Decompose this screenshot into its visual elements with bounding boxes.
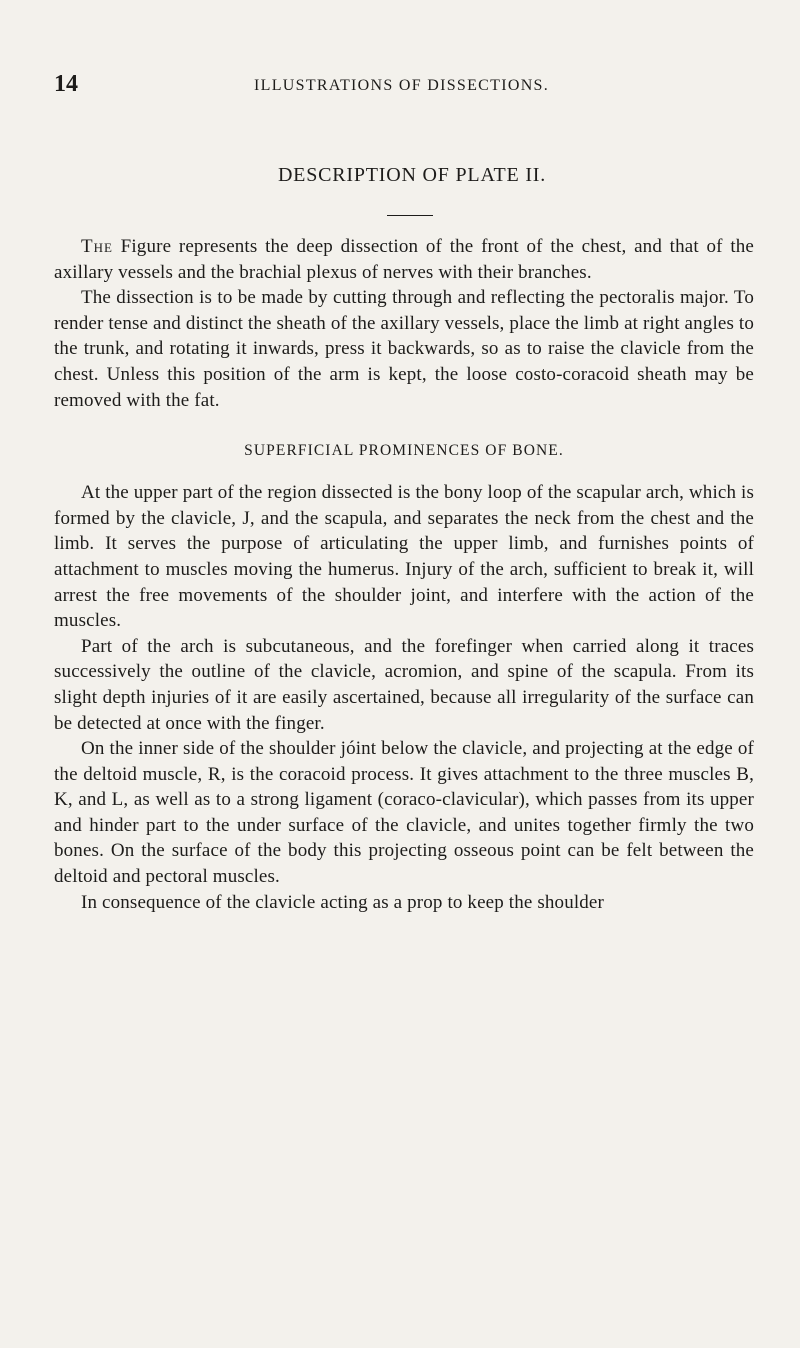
paragraph: In consequence of the clavicle acting as a prop to keep the shoulder <box>81 891 604 913</box>
book-page <box>54 70 754 915</box>
running-head <box>54 70 754 100</box>
lead-word: The <box>81 236 113 257</box>
paragraph: At the upper part of the region dissected is the bony loop of the scapular arch, which is formed by the clavicle, J, and the scapula, and separates the neck from the chest and the limb. It serves the purpose of articulating the upper limb, and furnishes points of attachment to muscles moving the humerus. Injury of the arch, sufficient to break it, will arrest the free movements of the shoulder joint, and interfere with the action of the muscles. <box>54 482 754 632</box>
plate-title: DESCRIPTION OF PLATE II. <box>277 164 547 186</box>
page-number: 14 <box>54 71 78 97</box>
prominences-section <box>54 480 754 915</box>
intro-section <box>54 234 754 413</box>
section-heading: SUPERFICIAL PROMINENCES OF BONE. <box>244 442 564 460</box>
title-rule <box>387 215 433 216</box>
paragraph <box>54 234 754 285</box>
paragraph: Part of the arch is subcutaneous, and the forefinger when carried along it traces successively the outline of the clavicle, acromion, and spine of the scapula. From its slight depth injuries of it are easily ascertained, because all irregularity of the surface can be detected at once with the finger. <box>54 635 754 734</box>
paragraph-text: Figure represents the deep dissection of the front of the chest, and that of the axillary vessels and the brachial plexus of nerves with their branches. <box>54 236 754 283</box>
paragraph: On the inner side of the shoulder jóint below the clavicle, and projecting at the edge of the deltoid muscle, R, is the coracoid process. It gives attachment to the three muscles B, K, and L, as well as to a strong ligament (coraco-clavicular), which passes from its upper and hinder part to the under surface of the clavicle, and unites together firmly the two bones. On the surface of the body this projecting osseous point can be felt between the deltoid and pectoral muscles. <box>54 738 754 888</box>
running-title: ILLUSTRATIONS OF DISSECTIONS. <box>254 77 550 94</box>
paragraph: The dissection is to be made by cutting through and reflecting the pectoralis major. To render tense and distinct the sheath of the axillary vessels, place the limb at right angles to the trunk, and rotating it inwards, press it backwards, so as to raise the clavicle from the chest. Unless this position of the arm is kept, the loose costo-coracoid sheath may be removed with the fat. <box>54 287 754 411</box>
